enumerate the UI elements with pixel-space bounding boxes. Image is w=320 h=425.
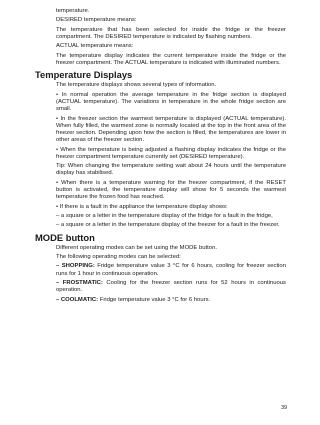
paragraph: ACTUAL temperature means:: [56, 43, 134, 50]
bullet-item: • When the temperature is being adjusted a flashing display indicates the fridge or the freezer compartment temperature currently set (DESIRED temperature).: [56, 146, 286, 160]
page-content: [35, 8, 286, 306]
mode-text: Fridge temperature value 3 °C for 6 hours, cooling for freezer section runs for 1 hour in continuous operation.: [56, 263, 286, 277]
mode-item-frostmatic: [56, 280, 286, 294]
dash-item: – a square or a letter in the temperature display of the fridge for a fault in the fridge,: [56, 212, 273, 219]
dash-item: – a square or a letter in the temperature display of the freezer for a fault in the freezer.: [56, 222, 280, 229]
mode-text: Cooling for the freezer section runs for 52 hours in continuous operation.: [56, 280, 286, 294]
paragraph: The temperature displays shows several types of information.: [56, 82, 217, 89]
mode-text: Fridge temperature value 3 °C for 6 hours.: [98, 296, 211, 303]
tip-paragraph: Tip: When changing the temperature setting wait about 24 hours until the temperature display has stabilised.: [56, 163, 286, 177]
paragraph: The temperature that has been selected for inside the fridge or the freezer compartment. The DESIRED temperature is indicated by flashing numbers.: [56, 26, 286, 40]
mode-label: – COOLMATIC:: [56, 296, 99, 303]
mode-item-shopping: [56, 263, 286, 277]
mode-item-coolmatic: [56, 297, 286, 304]
mode-label: – SHOPPING:: [56, 263, 95, 270]
paragraph: DESIRED temperature means:: [56, 17, 137, 24]
bullet-item: • When there is a temperature warning for the freezer compartment, if the RESET button is activated, the temperature display will show for 5 seconds the warmest temperature the frozen food has reached.: [56, 179, 286, 201]
bullet-item: • In the freezer section the warmest temperature is displayed (ACTUAL temperature). When fully filled, the warmest zone is normally located at the top in the front area of the freezer section. Depending upon how the section is filled, the temperatures are lower in other areas of the freezer section.: [56, 115, 286, 144]
bullet-item: • In normal operation the average temperature in the fridge section is displayed (ACTUAL temperature). The variations in temperature in the whole fridge section are small.: [56, 91, 286, 113]
section-heading-temperature-displays: Temperature Displays: [35, 69, 133, 81]
paragraph: The temperature display indicates the current temperature inside the fridge or the freezer compartment. The ACTUAL temperature is indicated with illuminated numbers.: [56, 52, 286, 66]
page-number: 39: [281, 405, 288, 411]
paragraph: temperature.: [56, 8, 90, 14]
paragraph: The following operating modes can be selected:: [56, 254, 181, 261]
mode-label: – FROSTMATIC:: [56, 280, 103, 287]
paragraph: Different operating modes can be set using the MODE button.: [56, 244, 217, 251]
bullet-item: • If there is a fault in the appliance the temperature display shows:: [56, 203, 228, 210]
section-heading-mode-button: MODE button: [35, 231, 95, 243]
